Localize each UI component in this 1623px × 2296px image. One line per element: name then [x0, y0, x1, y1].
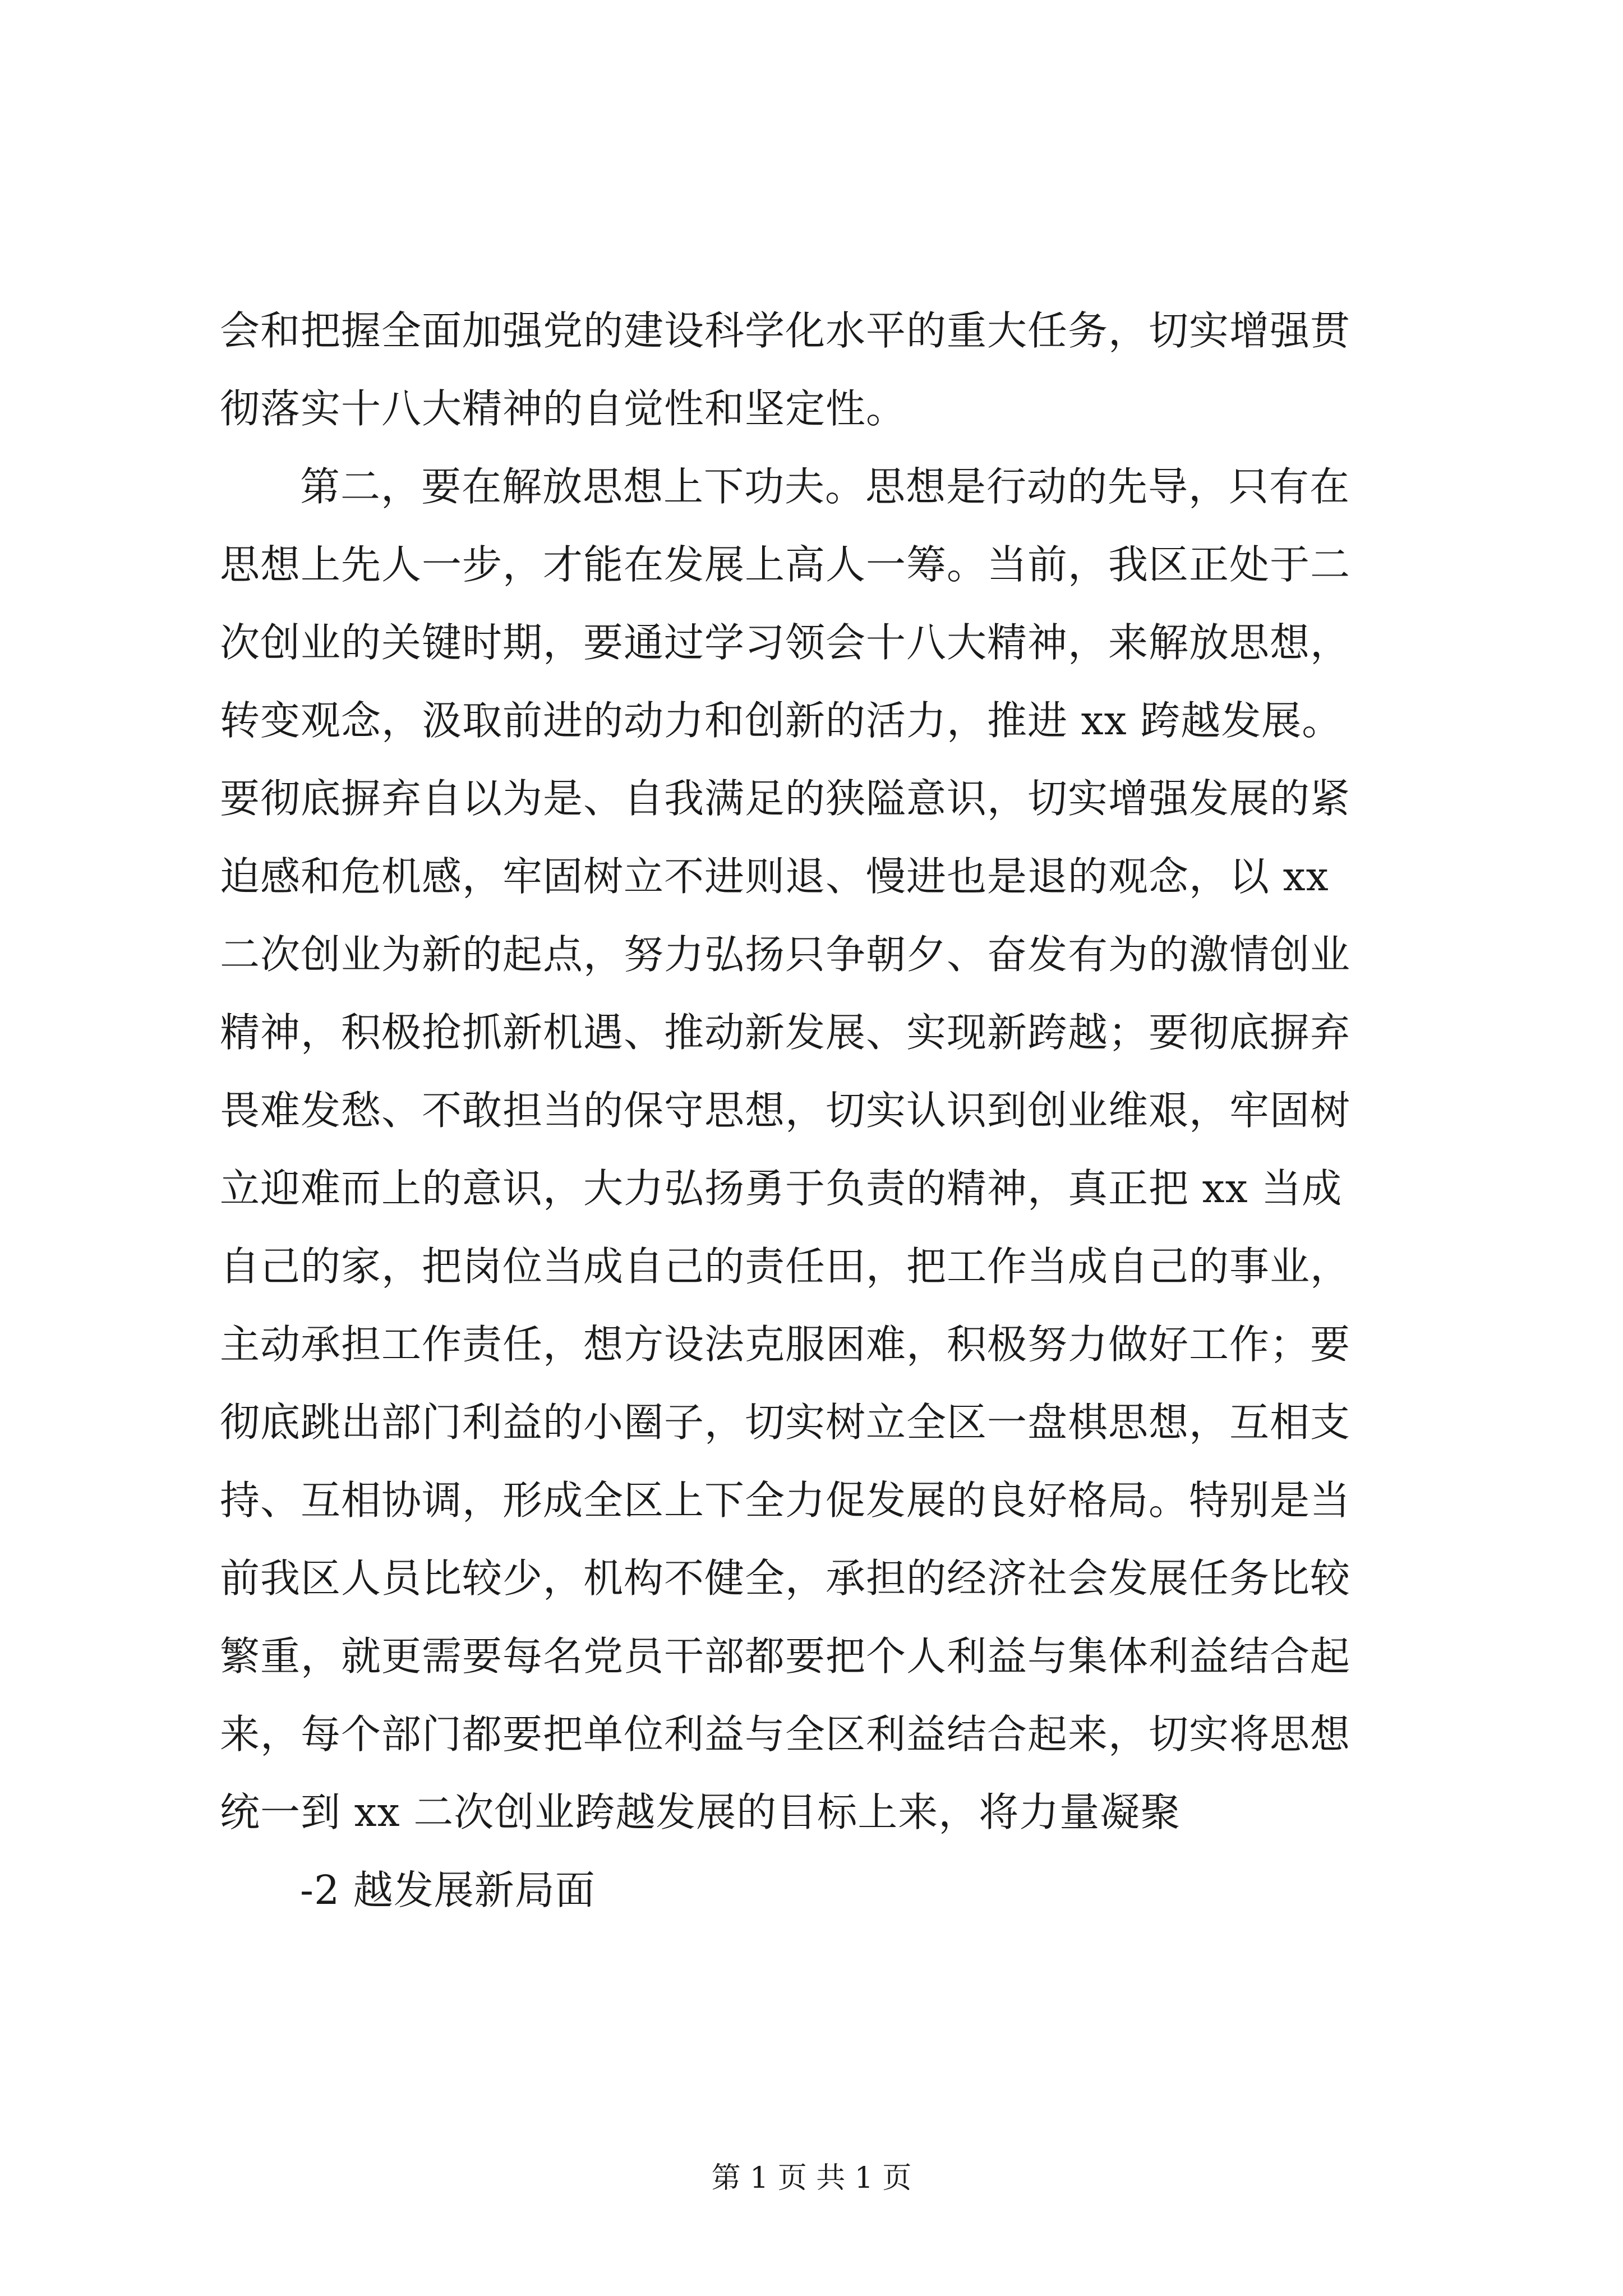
fragment-line: -2 越发展新局面	[300, 1867, 596, 1913]
text-line: 持、互相协调，形成全区上下全力促发展的良好格局。特别是当	[220, 1477, 1351, 1524]
text-line: 立迎难而上的意识，大力弘扬勇于负责的精神，真正把 xx 当成	[220, 1165, 1343, 1212]
text-line: 二次创业为新的起点，努力弘扬只争朝夕、奋发有为的激情创业	[220, 931, 1351, 978]
text-line: 畏难发愁、不敢担当的保守思想，切实认识到创业维艰，牢固树	[220, 1087, 1351, 1134]
text-line: 要彻底摒弃自以为是、自我满足的狭隘意识，切实增强发展的紧	[220, 775, 1351, 822]
page-number-footer: 第 1 页 共 1 页	[711, 2161, 912, 2195]
text-line: 迫感和危机感，牢固树立不进则退、慢进也是退的观念，以 xx	[220, 853, 1329, 900]
text-line: 彻底跳出部门利益的小圈子，切实树立全区一盘棋思想，互相支	[220, 1399, 1351, 1446]
text-line: 次创业的关键时期，要通过学习领会十八大精神，来解放思想，	[220, 619, 1351, 666]
text-line: 彻落实十八大精神的自觉性和坚定性。	[220, 385, 907, 432]
text-line: 转变观念，汲取前进的动力和创新的活力，推进 xx 跨越发展。	[220, 697, 1343, 744]
text-line: 思想上先人一步，才能在发展上高人一筹。当前，我区正处于二	[220, 541, 1351, 588]
text-line: 主动承担工作责任，想方设法克服困难，积极努力做好工作；要	[220, 1321, 1351, 1368]
text-line: 繁重，就更需要每名党员干部都要把个人利益与集体利益结合起	[220, 1633, 1351, 1680]
text-line: 前我区人员比较少，机构不健全，承担的经济社会发展任务比较	[220, 1555, 1351, 1602]
document-body	[220, 292, 1420, 1929]
text-line: 会和把握全面加强党的建设科学化水平的重大任务，切实增强贯	[220, 307, 1351, 354]
text-line: 统一到 xx 二次创业跨越发展的目标上来，将力量凝聚	[220, 1789, 1181, 1835]
text-line: 来，每个部门都要把单位利益与全区利益结合起来，切实将思想	[220, 1711, 1351, 1757]
text-line: 精神，积极抢抓新机遇、推动新发展、实现新跨越；要彻底摒弃	[220, 1009, 1351, 1056]
paragraph-start-line: 第二，要在解放思想上下功夫。思想是行动的先导，只有在	[300, 463, 1350, 510]
text-line: 自己的家，把岗位当成自己的责任田，把工作当成自己的事业，	[220, 1243, 1351, 1290]
